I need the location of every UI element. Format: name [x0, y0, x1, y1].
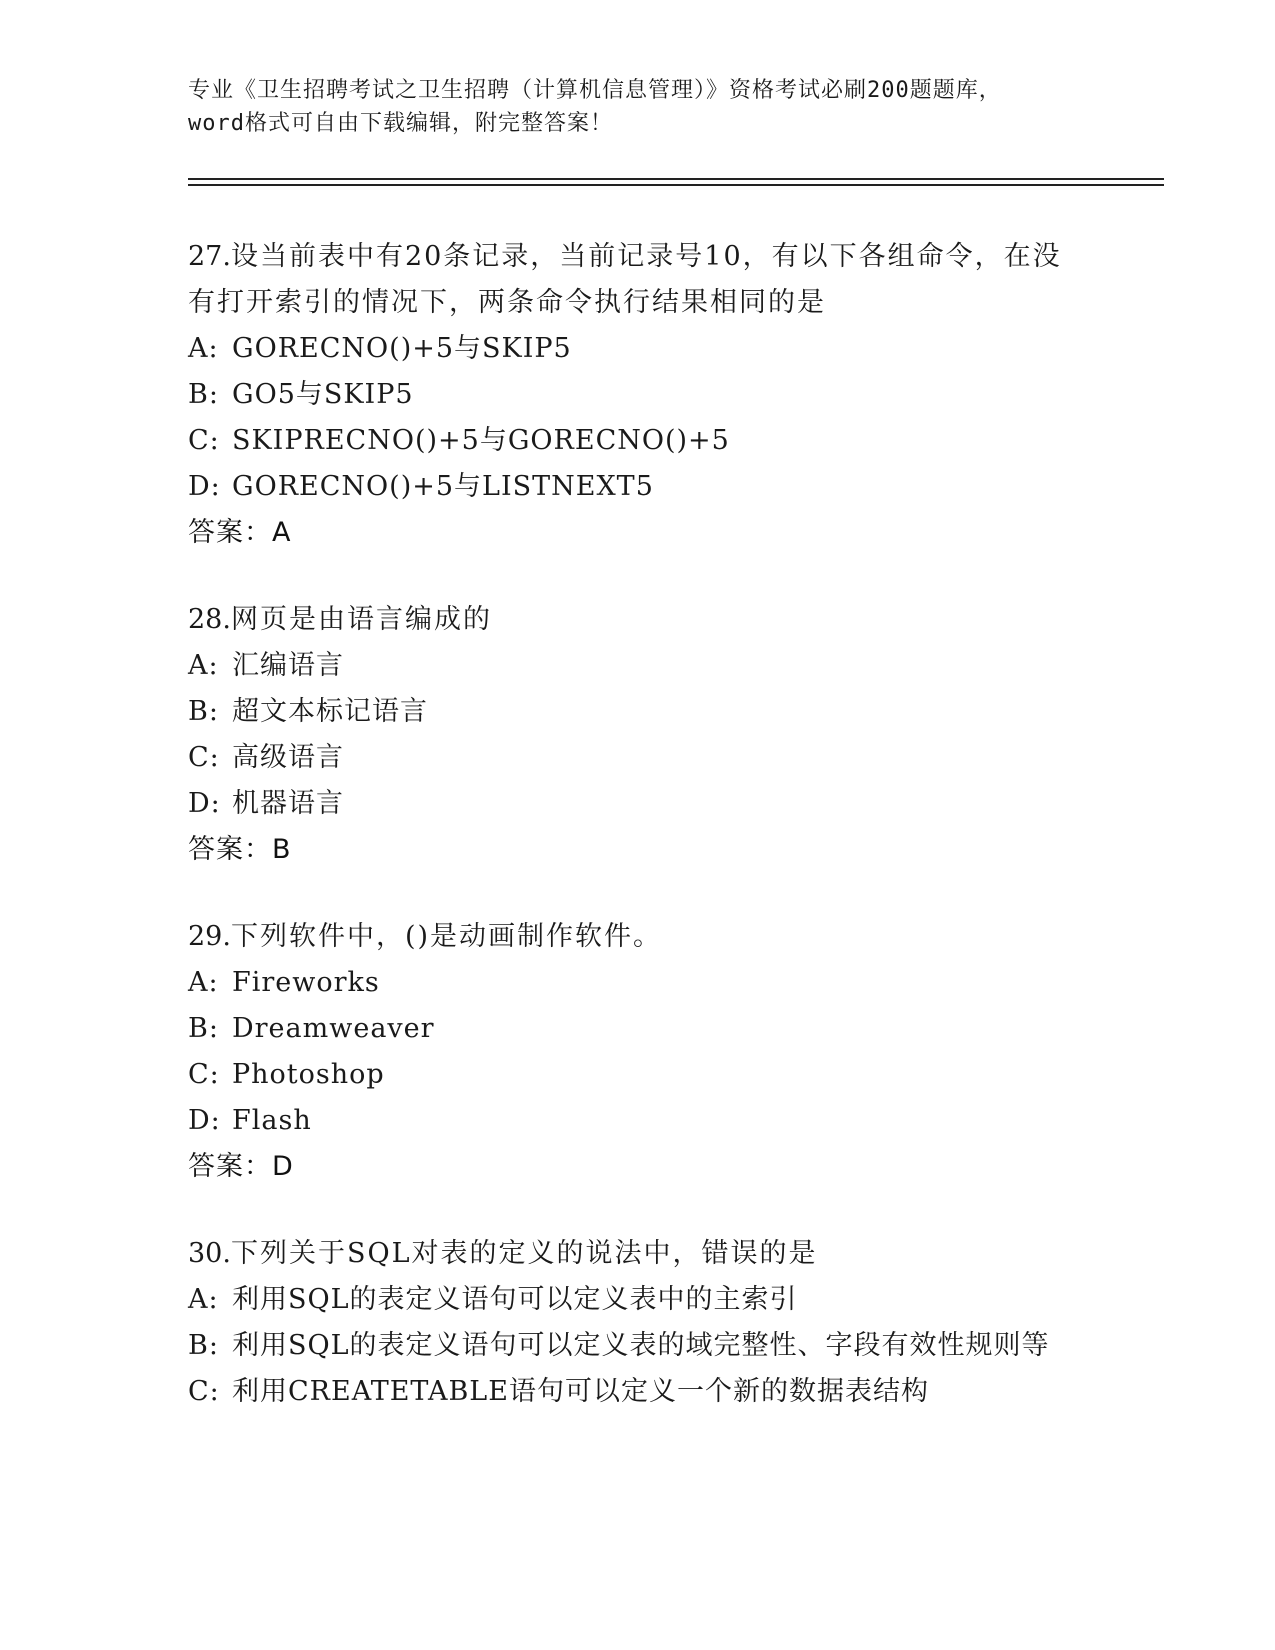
question-stem — [188, 1231, 1088, 1277]
option-text: Dreamweaver — [232, 1013, 435, 1044]
option-text: GORECNO()+5与SKIP5 — [232, 333, 572, 364]
option-key: B: — [188, 696, 219, 727]
option-key: B: — [188, 1330, 219, 1361]
document-header — [188, 74, 1088, 140]
option-text: Flash — [232, 1105, 312, 1136]
option-text: Fireworks — [232, 967, 380, 998]
option-a — [188, 1277, 1088, 1323]
question-text-line-1: 下列软件中，()是动画制作软件。 — [230, 921, 663, 952]
header-title-line-2: word格式可自由下载编辑，附完整答案！ — [188, 111, 613, 136]
option-key: A: — [188, 967, 219, 998]
option-key: D: — [188, 788, 221, 819]
option-a — [188, 960, 1088, 1006]
option-key: C: — [188, 1059, 220, 1090]
option-a — [188, 643, 1088, 689]
question-number: 29. — [188, 921, 231, 952]
question-text-line-2: 有打开索引的情况下，两条命令执行结果相同的是 — [188, 287, 826, 318]
option-c — [188, 1052, 1088, 1098]
option-key: C: — [188, 1376, 220, 1407]
option-key: B: — [188, 1013, 219, 1044]
option-key: C: — [188, 742, 220, 773]
question-29 — [188, 914, 1088, 1190]
option-text: 超文本标记语言 — [232, 696, 428, 727]
option-b — [188, 1323, 1088, 1369]
header-divider-top — [188, 178, 1164, 180]
question-text-line-1: 下列关于SQL对表的定义的说法中，错误的是 — [230, 1238, 818, 1269]
answer-line: 答案：A — [188, 517, 292, 548]
option-b — [188, 372, 1088, 418]
question-number: 28. — [188, 604, 231, 635]
option-c — [188, 418, 1088, 464]
question-30 — [188, 1231, 1088, 1415]
option-text: 汇编语言 — [232, 650, 344, 681]
question-number: 30. — [188, 1238, 231, 1269]
question-stem — [188, 234, 1088, 280]
option-text: 机器语言 — [232, 788, 344, 819]
option-text: Photoshop — [232, 1059, 385, 1090]
option-c — [188, 735, 1088, 781]
option-key: D: — [188, 1105, 221, 1136]
header-title-line-1: 专业《卫生招聘考试之卫生招聘（计算机信息管理）》资格考试必刷200题题库， — [188, 78, 1002, 103]
question-stem — [188, 914, 1088, 960]
option-text: 利用SQL的表定义语句可以定义表的域完整性、字段有效性规则等 — [232, 1330, 1050, 1361]
option-key: A: — [188, 650, 219, 681]
option-a — [188, 326, 1088, 372]
question-27 — [188, 234, 1088, 556]
option-key: A: — [188, 333, 219, 364]
answer-line: 答案：B — [188, 834, 292, 865]
option-text: SKIPRECNO()+5与GORECNO()+5 — [232, 425, 730, 456]
answer-line: 答案：D — [188, 1151, 294, 1182]
question-text-line-1: 网页是由语言编成的 — [230, 604, 492, 635]
option-b — [188, 1006, 1088, 1052]
option-key: A: — [188, 1284, 219, 1315]
option-text: 利用SQL的表定义语句可以定义表中的主索引 — [232, 1284, 798, 1315]
option-c — [188, 1369, 1088, 1415]
option-d — [188, 464, 1088, 510]
question-stem — [188, 597, 1088, 643]
option-text: 利用CREATETABLE语句可以定义一个新的数据表结构 — [232, 1376, 929, 1407]
option-text: GO5与SKIP5 — [232, 379, 414, 410]
option-text: 高级语言 — [232, 742, 344, 773]
option-b — [188, 689, 1088, 735]
question-28 — [188, 597, 1088, 873]
option-text: GORECNO()+5与LISTNEXT5 — [232, 471, 654, 502]
option-d — [188, 1098, 1088, 1144]
option-key: B: — [188, 379, 219, 410]
option-key: C: — [188, 425, 220, 456]
question-list — [188, 234, 1088, 1456]
option-key: D: — [188, 471, 221, 502]
header-divider-bottom — [188, 184, 1164, 186]
question-number: 27. — [188, 241, 231, 272]
question-text-line-1: 设当前表中有20条记录，当前记录号10，有以下各组命令，在没 — [230, 241, 1062, 272]
option-d — [188, 781, 1088, 827]
